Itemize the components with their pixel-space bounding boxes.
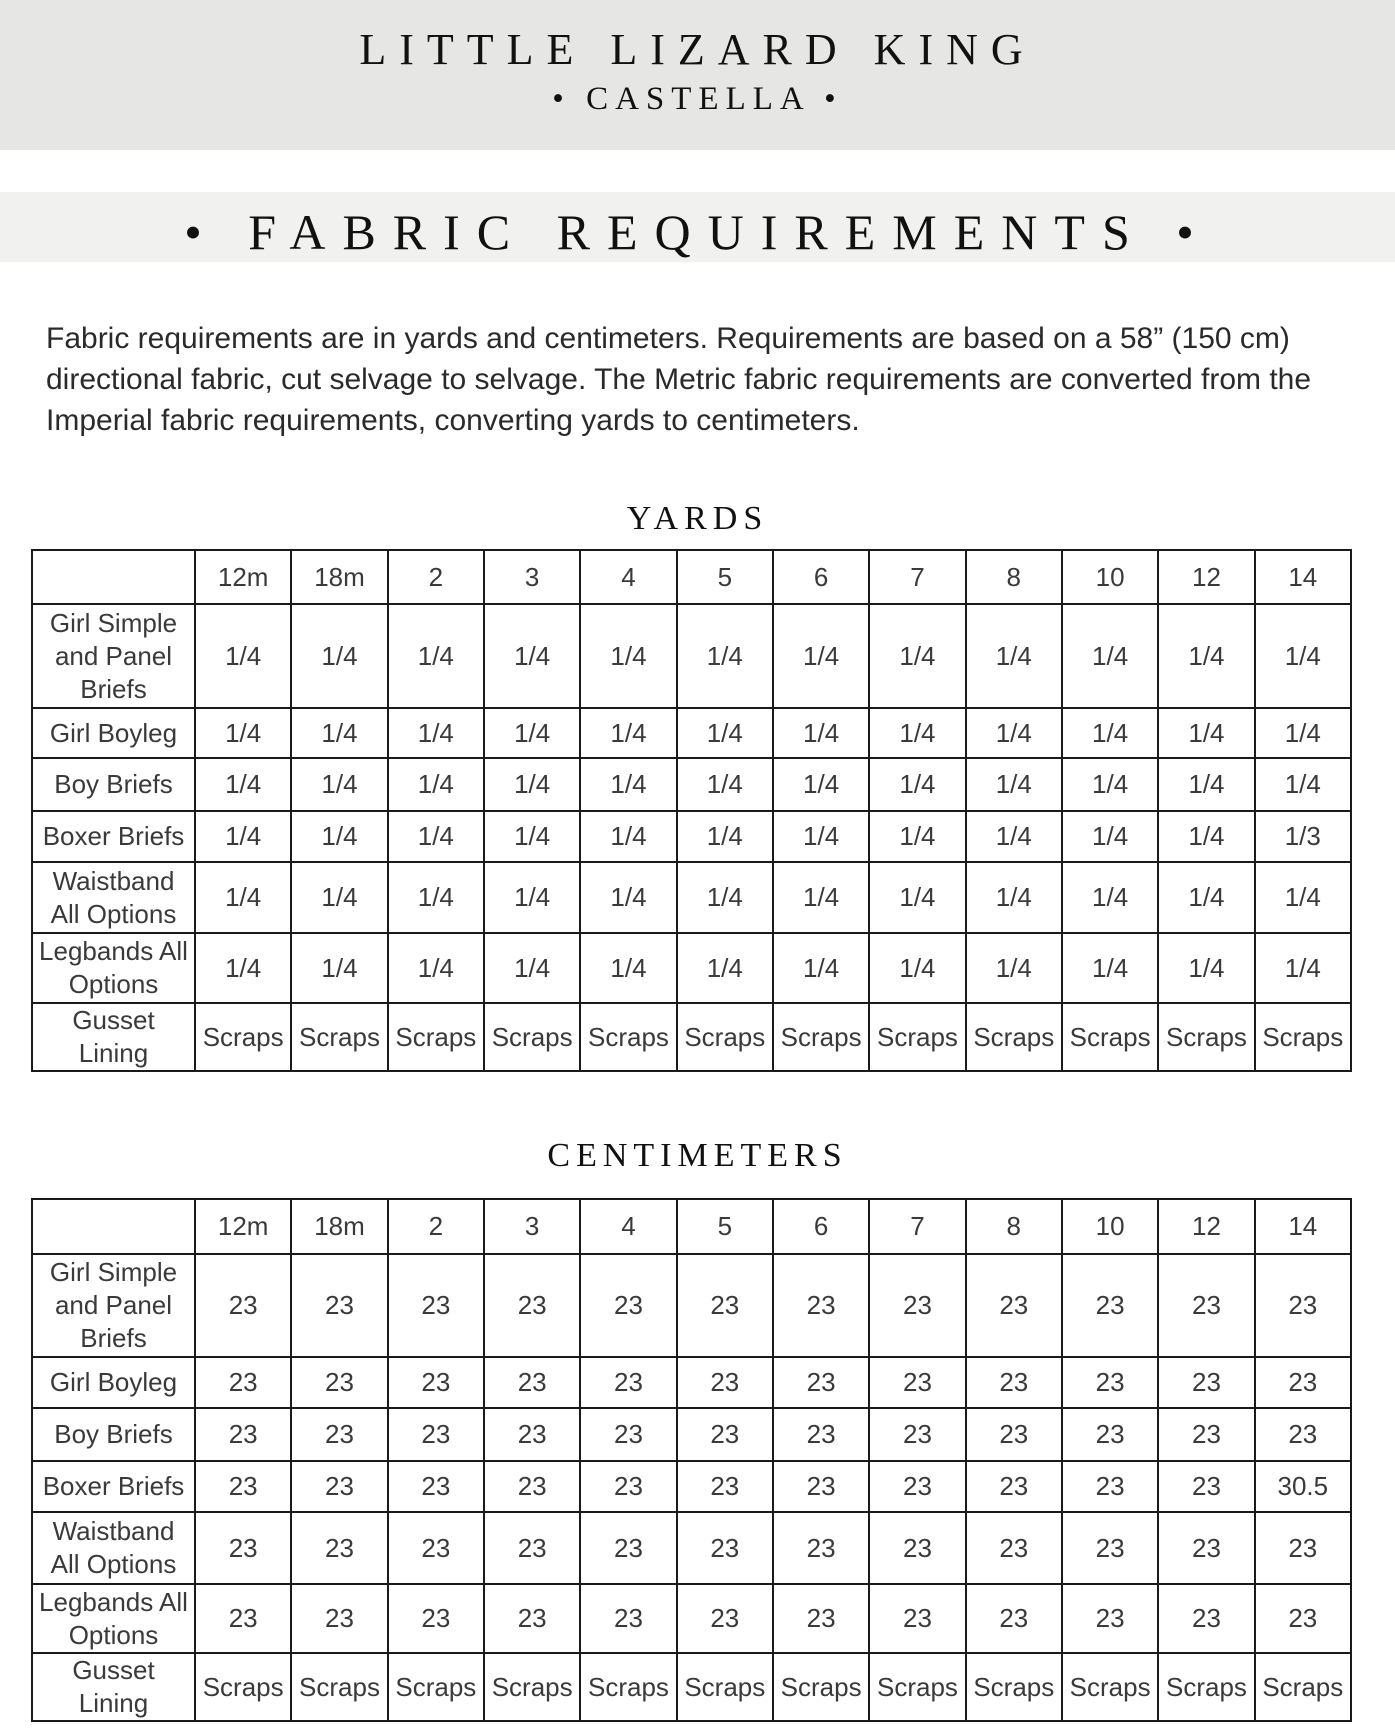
table-cell: 1/4	[388, 933, 484, 1003]
brand-subtitle: • CASTELLA •	[552, 81, 843, 117]
size-header: 12	[1158, 1199, 1254, 1254]
table-cell: 23	[1062, 1461, 1158, 1512]
table-cell: 1/4	[195, 811, 291, 862]
table-cell: Scraps	[1158, 1653, 1254, 1721]
table-cell: 1/4	[195, 862, 291, 933]
size-header: 10	[1062, 1199, 1158, 1254]
table-cell: 1/4	[869, 811, 965, 862]
yards-table	[31, 549, 1352, 1072]
table-cell: Scraps	[1062, 1653, 1158, 1721]
table-row	[32, 604, 1351, 708]
table-cell: 23	[1062, 1357, 1158, 1408]
table-row	[32, 1357, 1351, 1408]
row-label: Girl Simple and Panel Briefs	[32, 604, 195, 708]
table-row	[32, 1584, 1351, 1653]
table-cell: 23	[1158, 1512, 1254, 1584]
size-header: 14	[1255, 1199, 1351, 1254]
table-cell: Scraps	[484, 1003, 580, 1071]
table-cell: 23	[580, 1512, 676, 1584]
table-cell: 1/4	[773, 604, 869, 708]
table-cell: 1/4	[484, 811, 580, 862]
centimeters-heading: CENTIMETERS	[547, 1137, 848, 1174]
table-cell: 1/4	[484, 708, 580, 758]
table-cell: 23	[966, 1357, 1062, 1408]
table-cell: 23	[966, 1461, 1062, 1512]
size-header: 10	[1062, 550, 1158, 604]
table-cell: 23	[195, 1584, 291, 1653]
table-cell: 1/4	[773, 862, 869, 933]
table-cell: 23	[195, 1254, 291, 1357]
table-cell: 23	[291, 1357, 387, 1408]
table-cell: 23	[966, 1584, 1062, 1653]
table-cell: 1/4	[388, 811, 484, 862]
table-row	[32, 758, 1351, 811]
table-cell: 1/4	[291, 758, 387, 811]
row-label: Boy Briefs	[32, 1408, 195, 1461]
row-label: Boxer Briefs	[32, 811, 195, 862]
size-header: 5	[677, 550, 773, 604]
table-cell: 23	[1062, 1512, 1158, 1584]
table-cell: 1/4	[966, 708, 1062, 758]
table-cell: Scraps	[291, 1653, 387, 1721]
size-header: 8	[966, 550, 1062, 604]
table-cell: 1/4	[388, 758, 484, 811]
table-cell: 1/4	[484, 604, 580, 708]
table-cell: 1/4	[869, 758, 965, 811]
table-cell: 1/4	[773, 708, 869, 758]
table-cell: 1/4	[580, 758, 676, 811]
table-cell: 1/4	[773, 811, 869, 862]
yards-heading: YARDS	[626, 500, 769, 537]
table-cell: Scraps	[291, 1003, 387, 1071]
table-cell: 23	[484, 1357, 580, 1408]
table-cell: 23	[966, 1512, 1062, 1584]
table-cell: Scraps	[1255, 1653, 1351, 1721]
size-header: 5	[677, 1199, 773, 1254]
table-cell: 1/4	[195, 758, 291, 811]
row-label: Boxer Briefs	[32, 1461, 195, 1512]
table-cell: 23	[195, 1512, 291, 1584]
size-header: 2	[388, 550, 484, 604]
table-cell: 1/4	[484, 862, 580, 933]
size-header: 6	[773, 550, 869, 604]
table-cell: 23	[580, 1461, 676, 1512]
table-cell: 23	[1158, 1408, 1254, 1461]
table-cell: 1/4	[1255, 708, 1351, 758]
table-cell: 1/4	[1255, 862, 1351, 933]
table-cell: Scraps	[484, 1653, 580, 1721]
table-cell: 1/4	[580, 604, 676, 708]
table-cell: 1/4	[1158, 708, 1254, 758]
table-cell: 1/4	[677, 811, 773, 862]
row-label: Boy Briefs	[32, 758, 195, 811]
table-cell: 1/4	[869, 862, 965, 933]
table-cell: 23	[1062, 1408, 1158, 1461]
row-label: Girl Simple and Panel Briefs	[32, 1254, 195, 1357]
table-cell: Scraps	[1255, 1003, 1351, 1071]
table-cell: 1/4	[677, 933, 773, 1003]
table-cell: 23	[1255, 1254, 1351, 1357]
size-header: 8	[966, 1199, 1062, 1254]
table-cell: 1/4	[1158, 811, 1254, 862]
table-cell: 1/4	[677, 862, 773, 933]
table-cell: 1/4	[291, 708, 387, 758]
table-cell: 23	[677, 1408, 773, 1461]
size-header: 3	[484, 1199, 580, 1254]
table-row	[32, 862, 1351, 933]
table-cell: 23	[966, 1254, 1062, 1357]
table-cell: 1/4	[869, 604, 965, 708]
table-cell: 23	[1062, 1584, 1158, 1653]
table-cell: 1/4	[1255, 933, 1351, 1003]
table-cell: Scraps	[388, 1653, 484, 1721]
table-cell: Scraps	[773, 1003, 869, 1071]
row-label: Waistband All Options	[32, 1512, 195, 1584]
table-cell: 23	[1255, 1584, 1351, 1653]
header-row	[32, 550, 1351, 604]
table-cell: 1/4	[1062, 862, 1158, 933]
table-cell: 23	[677, 1584, 773, 1653]
table-cell: 23	[388, 1357, 484, 1408]
table-row	[32, 811, 1351, 862]
size-header: 18m	[291, 550, 387, 604]
table-cell: 1/4	[677, 708, 773, 758]
table-cell: 23	[291, 1512, 387, 1584]
table-cell: 1/4	[1062, 758, 1158, 811]
table-cell: 1/4	[388, 862, 484, 933]
table-cell: Scraps	[677, 1003, 773, 1071]
table-cell: Scraps	[1158, 1003, 1254, 1071]
table-row	[32, 1512, 1351, 1584]
row-label: Legbands All Options	[32, 933, 195, 1003]
table-cell: 23	[291, 1461, 387, 1512]
table-cell: 23	[1158, 1584, 1254, 1653]
table-cell: 1/4	[291, 604, 387, 708]
table-cell: 23	[195, 1408, 291, 1461]
table-cell: Scraps	[869, 1003, 965, 1071]
table-cell: 23	[869, 1408, 965, 1461]
table-cell: 1/4	[1158, 758, 1254, 811]
size-header: 7	[869, 1199, 965, 1254]
table-cell: 1/4	[1062, 811, 1158, 862]
table-cell: 23	[484, 1461, 580, 1512]
table-cell: 1/4	[291, 811, 387, 862]
table-cell: 23	[291, 1408, 387, 1461]
table-cell: 23	[1158, 1461, 1254, 1512]
table-cell: 30.5	[1255, 1461, 1351, 1512]
table-cell: 23	[580, 1357, 676, 1408]
table-cell: 23	[195, 1357, 291, 1408]
row-label: Waistband All Options	[32, 862, 195, 933]
size-header: 3	[484, 550, 580, 604]
table-cell: 23	[1158, 1254, 1254, 1357]
table-cell: 23	[388, 1461, 484, 1512]
table-cell: 23	[195, 1461, 291, 1512]
size-header: 7	[869, 550, 965, 604]
table-cell: Scraps	[580, 1653, 676, 1721]
table-cell: 23	[677, 1357, 773, 1408]
table-cell: 23	[966, 1408, 1062, 1461]
table-cell: 23	[773, 1461, 869, 1512]
table-cell: 1/4	[291, 933, 387, 1003]
table-row	[32, 708, 1351, 758]
table-cell: 23	[388, 1584, 484, 1653]
table-cell: Scraps	[388, 1003, 484, 1071]
corner-cell	[32, 550, 195, 604]
table-cell: 23	[291, 1254, 387, 1357]
table-cell: 23	[484, 1254, 580, 1357]
size-header: 12m	[195, 1199, 291, 1254]
table-cell: 1/4	[869, 933, 965, 1003]
table-cell: Scraps	[580, 1003, 676, 1071]
table-row	[32, 1461, 1351, 1512]
table-cell: 1/4	[1255, 758, 1351, 811]
table-row	[32, 1254, 1351, 1357]
centimeters-table	[31, 1198, 1352, 1722]
size-header: 12	[1158, 550, 1254, 604]
table-cell: 1/4	[1158, 862, 1254, 933]
table-cell: 23	[291, 1584, 387, 1653]
size-header: 4	[580, 550, 676, 604]
table-cell: 1/4	[1062, 933, 1158, 1003]
table-cell: 23	[1255, 1512, 1351, 1584]
corner-cell	[32, 1199, 195, 1254]
table-cell: 23	[677, 1461, 773, 1512]
row-label: Legbands All Options	[32, 1584, 195, 1653]
table-cell: 1/4	[388, 708, 484, 758]
table-cell: 23	[580, 1584, 676, 1653]
table-cell: 1/4	[966, 758, 1062, 811]
table-cell: 23	[1255, 1357, 1351, 1408]
size-header: 4	[580, 1199, 676, 1254]
size-header: 18m	[291, 1199, 387, 1254]
table-cell: 23	[388, 1254, 484, 1357]
table-cell: 1/4	[580, 933, 676, 1003]
table-cell: 23	[869, 1512, 965, 1584]
table-cell: 1/4	[580, 811, 676, 862]
table-cell: 23	[869, 1584, 965, 1653]
table-cell: 23	[484, 1512, 580, 1584]
table-cell: 23	[1158, 1357, 1254, 1408]
table-cell: 1/4	[966, 862, 1062, 933]
table-cell: 1/4	[966, 604, 1062, 708]
table-cell: Scraps	[1062, 1003, 1158, 1071]
size-header: 2	[388, 1199, 484, 1254]
table-cell: 1/4	[195, 604, 291, 708]
table-cell: 1/4	[291, 862, 387, 933]
table-row	[32, 1003, 1351, 1071]
table-cell: 1/4	[1062, 604, 1158, 708]
table-cell: 1/4	[677, 758, 773, 811]
row-label: Girl Boyleg	[32, 708, 195, 758]
header-row	[32, 1199, 1351, 1254]
table-cell: 1/4	[195, 708, 291, 758]
row-label: Girl Boyleg	[32, 1357, 195, 1408]
table-cell: 1/4	[484, 758, 580, 811]
table-cell: 1/4	[1158, 933, 1254, 1003]
table-cell: 23	[484, 1408, 580, 1461]
table-cell: 23	[773, 1584, 869, 1653]
table-cell: 23	[580, 1408, 676, 1461]
table-cell: Scraps	[677, 1653, 773, 1721]
table-cell: 23	[773, 1254, 869, 1357]
table-cell: 23	[869, 1357, 965, 1408]
table-cell: 23	[677, 1254, 773, 1357]
table-cell: 23	[773, 1357, 869, 1408]
table-cell: 1/4	[1255, 604, 1351, 708]
table-cell: 23	[1255, 1408, 1351, 1461]
table-cell: Scraps	[195, 1003, 291, 1071]
size-header: 14	[1255, 550, 1351, 604]
table-cell: 23	[388, 1512, 484, 1584]
table-cell: 1/4	[869, 708, 965, 758]
table-cell: 1/4	[966, 933, 1062, 1003]
intro-paragraph: Fabric requirements are in yards and centimeters. Requirements are based on a 58” (150 cm) directional fabric, cut selvage to selvage. The Metric fabric requirements are converted from the Imperial fabric requirements, converting yards to centimeters.	[46, 322, 1312, 437]
table-cell: 1/4	[580, 862, 676, 933]
table-cell: 23	[580, 1254, 676, 1357]
table-cell: 1/3	[1255, 811, 1351, 862]
table-cell: 1/4	[484, 933, 580, 1003]
table-cell: 1/4	[1158, 604, 1254, 708]
table-cell: Scraps	[869, 1653, 965, 1721]
size-header: 6	[773, 1199, 869, 1254]
brand-title: LITTLE LIZARD KING	[359, 25, 1036, 74]
table-cell: 23	[773, 1408, 869, 1461]
table-cell: 23	[677, 1512, 773, 1584]
size-header: 12m	[195, 550, 291, 604]
table-cell: Scraps	[773, 1653, 869, 1721]
table-row	[32, 933, 1351, 1003]
table-cell: 23	[773, 1512, 869, 1584]
row-label: Gusset Lining	[32, 1003, 195, 1071]
table-cell: 1/4	[580, 708, 676, 758]
table-cell: Scraps	[966, 1003, 1062, 1071]
table-cell: 23	[869, 1254, 965, 1357]
table-cell: 23	[1062, 1254, 1158, 1357]
table-cell: 23	[484, 1584, 580, 1653]
table-row	[32, 1653, 1351, 1721]
table-cell: 1/4	[773, 933, 869, 1003]
table-cell: 1/4	[966, 811, 1062, 862]
table-cell: 1/4	[773, 758, 869, 811]
table-cell: Scraps	[966, 1653, 1062, 1721]
table-cell: 1/4	[388, 604, 484, 708]
row-label: Gusset Lining	[32, 1653, 195, 1721]
table-cell: 1/4	[677, 604, 773, 708]
table-cell: Scraps	[195, 1653, 291, 1721]
table-cell: 1/4	[195, 933, 291, 1003]
section-title: • FABRIC REQUIREMENTS •	[184, 204, 1211, 260]
table-cell: 1/4	[1062, 708, 1158, 758]
table-cell: 23	[388, 1408, 484, 1461]
table-row	[32, 1408, 1351, 1461]
table-cell: 23	[869, 1461, 965, 1512]
